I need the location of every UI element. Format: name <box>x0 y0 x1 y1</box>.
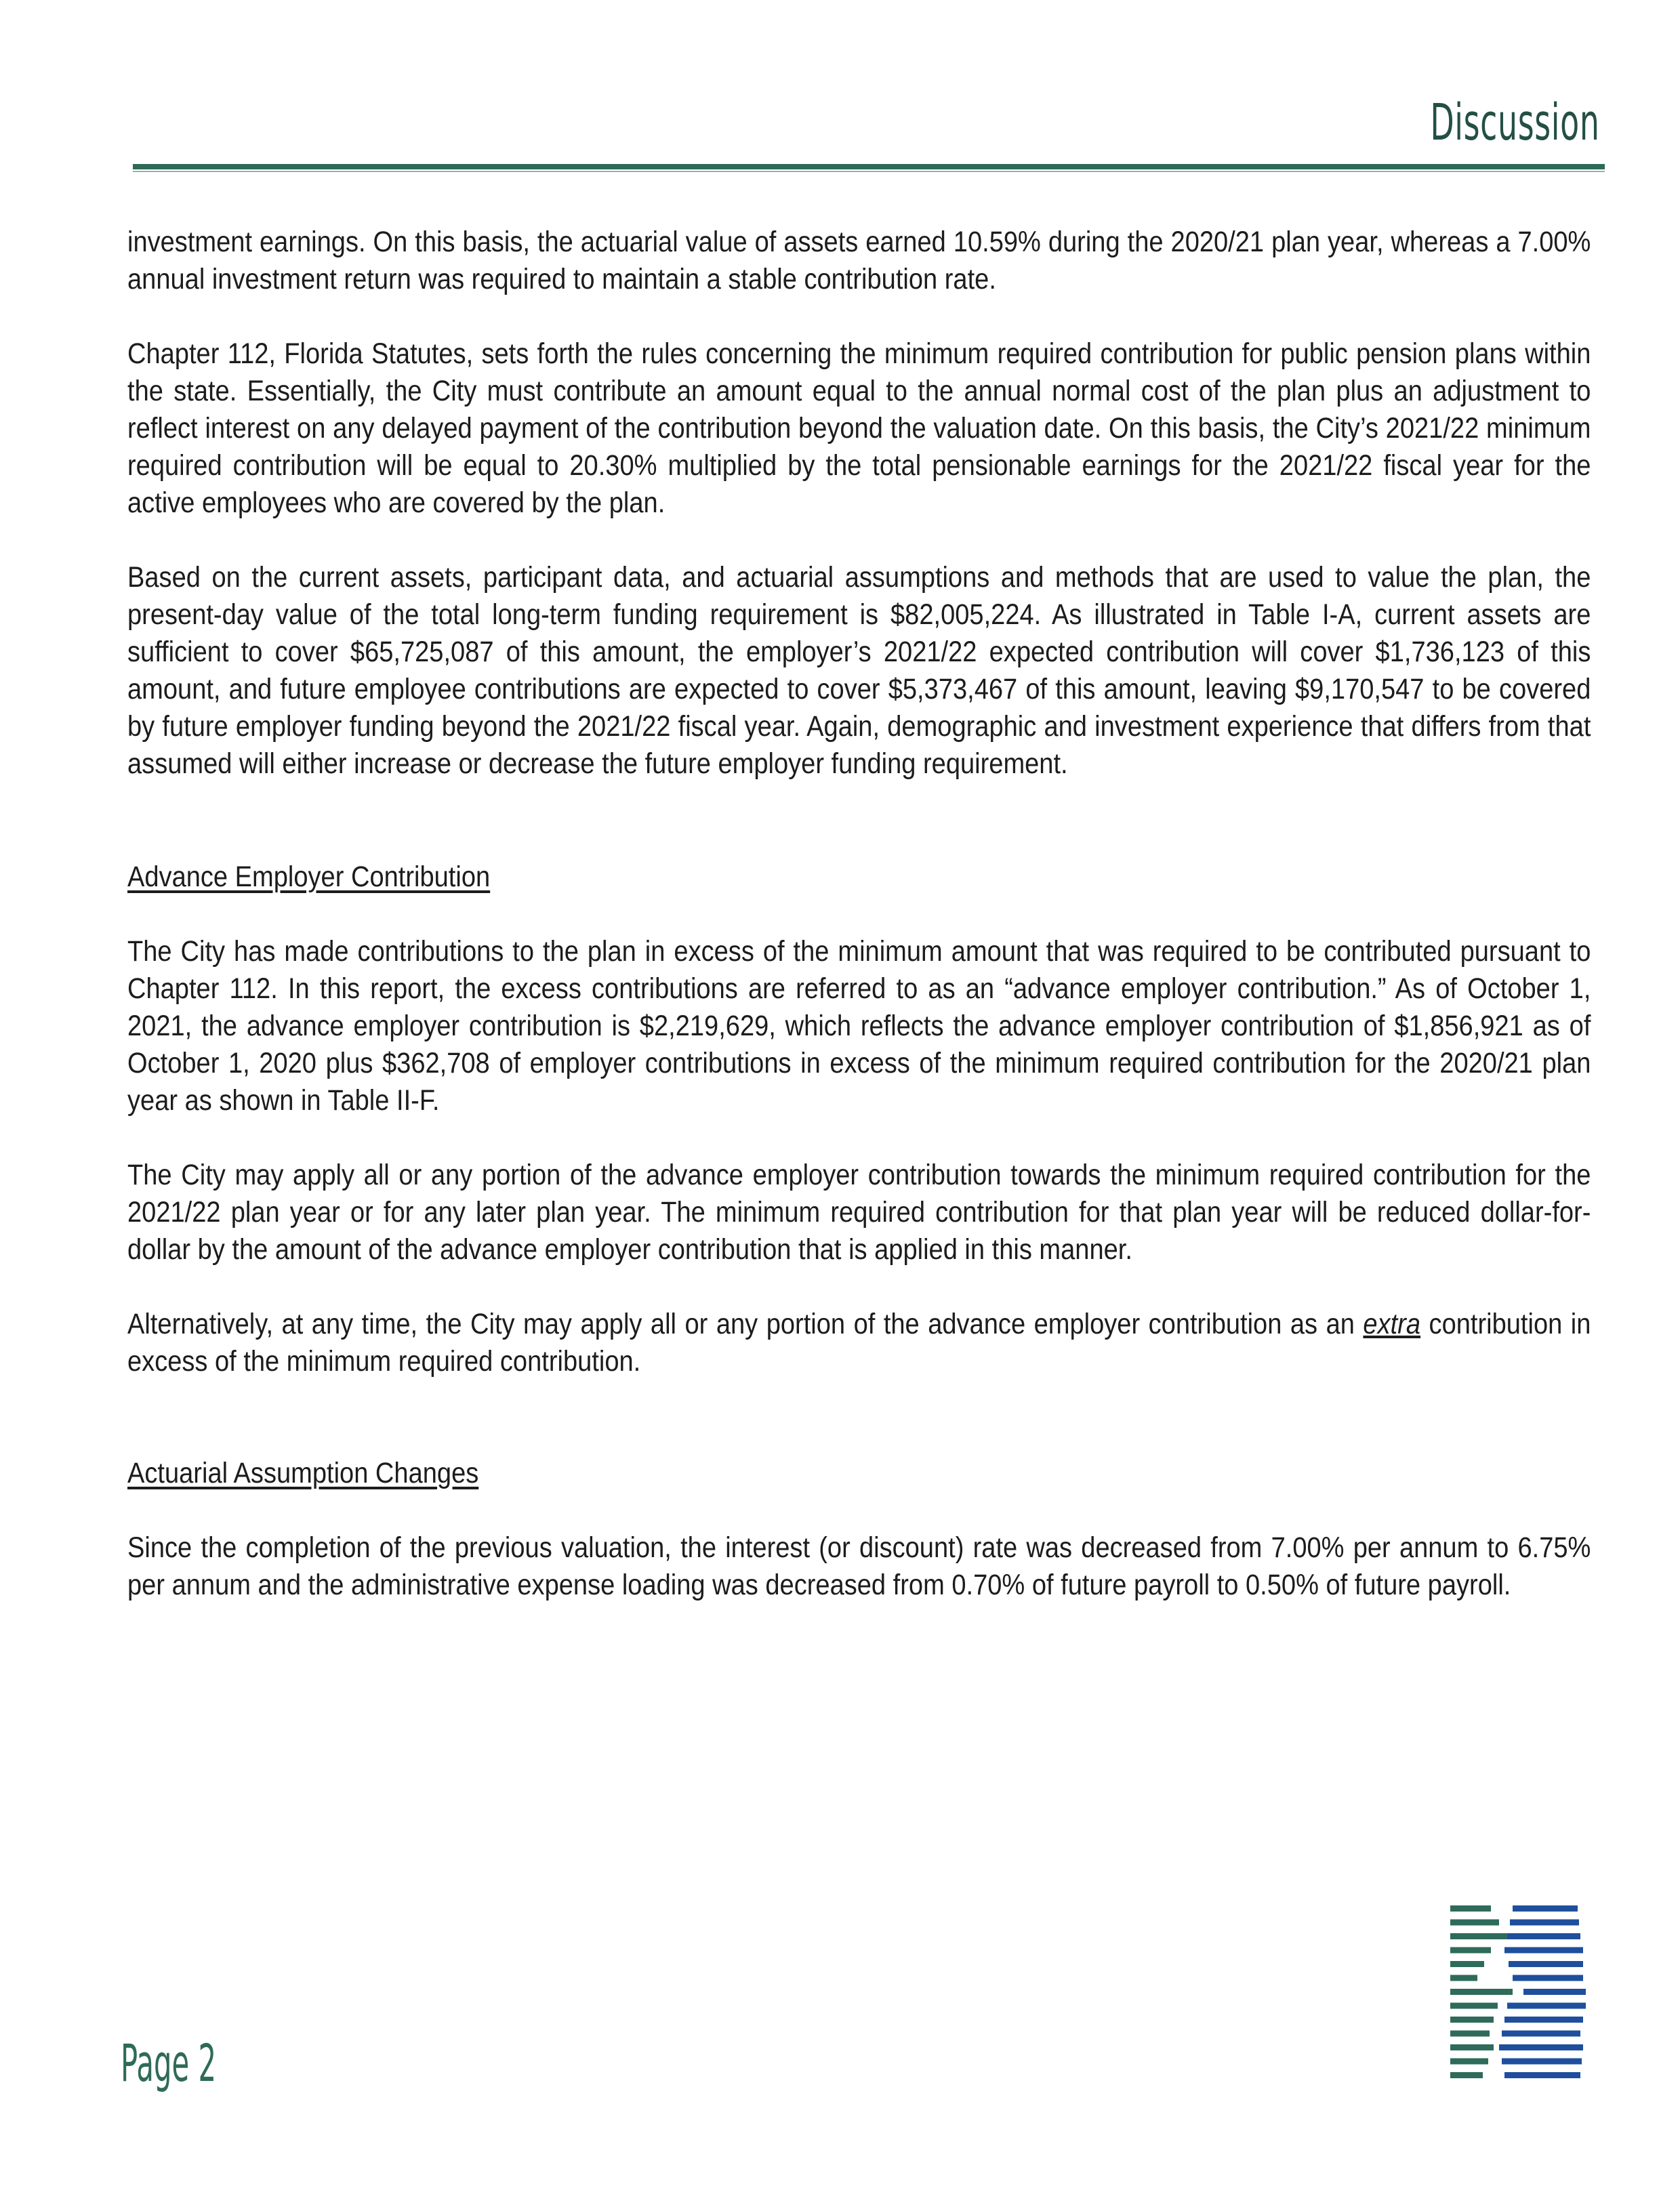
paragraph-funding-requirement: Based on the current assets, participant data, and actuarial assumptions and methods that are used to value the plan, the present-day value of the total long-term funding requirement is $82,005,224. As illustrated in Table I-A, current assets are sufficient to cover $65,725,087 of this amount, the employer’s 2021/22 expected contribution will cover $1,736,123 of this amount, and future employee contributions are expected to cover $5,373,467 of this amount, leaving $9,170,547 to be covered by future employer funding beyond the 2021/22 fiscal year. Again, demographic and investment experience that differs from that assumed will either increase or decrease the future employer funding requirement. <box>127 561 1591 780</box>
logo-bar-left <box>1450 2044 1494 2050</box>
company-logo-icon <box>1450 1903 1586 2086</box>
paragraph-alternatively-end: contribution in excess of the minimum required contribution. <box>127 1308 1591 1378</box>
logo-bar-right <box>1523 1989 1586 1995</box>
paragraph-investment-earnings: investment earnings. On this basis, the actuarial value of assets earned 10.59% during the 2020/21 plan year, whereas a 7.00% annual investment return was required to maintain a stable contribution rate. <box>127 226 1591 295</box>
logo-bar-left <box>1450 1905 1491 1912</box>
logo-bar-left <box>1450 2017 1494 2023</box>
header-rule-thin <box>133 171 1605 172</box>
header-rule <box>133 164 1605 169</box>
logo-bar-right <box>1504 1947 1583 1954</box>
heading-actuarial-assumption-changes: Actuarial Assumption Changes <box>127 1457 479 1489</box>
logo-bar-right <box>1507 2003 1586 2009</box>
page-number: Page 2 <box>121 2033 217 2093</box>
logo-bar-left <box>1450 1975 1477 1981</box>
logo-bar-right <box>1504 2072 1580 2078</box>
logo-bar-right <box>1509 1961 1583 1967</box>
logo-bar-left <box>1450 1989 1513 1995</box>
document-body <box>127 224 1591 1641</box>
logo-bar-right <box>1499 2044 1583 2050</box>
emphasis-extra: extra <box>1363 1308 1421 1340</box>
logo-bar-left <box>1450 1961 1484 1967</box>
logo-bar-left <box>1450 2059 1488 2065</box>
paragraph-apply-contribution: The City may apply all or any portion of the advance employer contribution towards the minimum required contribution for the 2021/22 plan year or for any later plan year. The minimum required contribution for that plan year will be reduced dollar-for-dollar by the amount of the advance employer contribution that is applied in this manner. <box>127 1159 1591 1266</box>
logo-bar-right <box>1504 2017 1583 2023</box>
paragraph-assumption-changes: Since the completion of the previous valuation, the interest (or discount) rate was decreased from 7.00% per annum to 6.75% per annum and the administrative expense loading was decreased from 0.70% of future payroll to 0.50% of future payroll. <box>127 1531 1591 1601</box>
section-header-title: Discussion <box>1430 94 1600 152</box>
logo-bar-right <box>1510 1920 1579 1926</box>
logo-bar-right <box>1513 1905 1578 1912</box>
logo-bar-right <box>1502 2031 1580 2037</box>
logo-bar-left <box>1450 1947 1491 1954</box>
logo-bar-left <box>1450 1920 1499 1926</box>
logo-bar-left <box>1450 2031 1490 2037</box>
heading-advance-employer-contribution: Advance Employer Contribution <box>127 861 491 893</box>
logo-bar-left <box>1450 1933 1507 1939</box>
logo-bar-left <box>1450 2072 1483 2078</box>
logo-bar-right <box>1507 1933 1580 1939</box>
paragraph-chapter-112: Chapter 112, Florida Statutes, sets forth the rules concerning the minimum required contribution for public pension plans within the state. Essentially, the City must contribute an amount equal to the annual normal cost of the plan plus an adjustment to reflect interest on any delayed payment of the contribution beyond the valuation date. On this basis, the City’s 2021/22 minimum required contribution will be equal to 20.30% multiplied by the total pensionable earnings for the 2021/22 fiscal year for the active employees who are covered by the plan. <box>127 337 1591 519</box>
logo-bar-left <box>1450 2003 1498 2009</box>
paragraph-advance-contribution: The City has made contributions to the plan in excess of the minimum amount that was required to be contributed pursuant to Chapter 112. In this report, the excess contributions are referred to as an “advance employer contribution.” As of October 1, 2021, the advance employer contribution is $2,219,629, which reflects the advance employer contribution of $1,856,921 as of October 1, 2020 plus $362,708 of employer contributions in excess of the minimum required contribution for the 2020/21 plan year as shown in Table II-F. <box>127 935 1591 1117</box>
logo-bar-right <box>1502 2059 1582 2065</box>
paragraph-alternatively <box>127 1306 1591 1380</box>
paragraph-alternatively-start: Alternatively, at any time, the City may apply all or any portion of the advance employer contribution as an <box>127 1308 1364 1340</box>
logo-bar-right <box>1513 1975 1583 1981</box>
